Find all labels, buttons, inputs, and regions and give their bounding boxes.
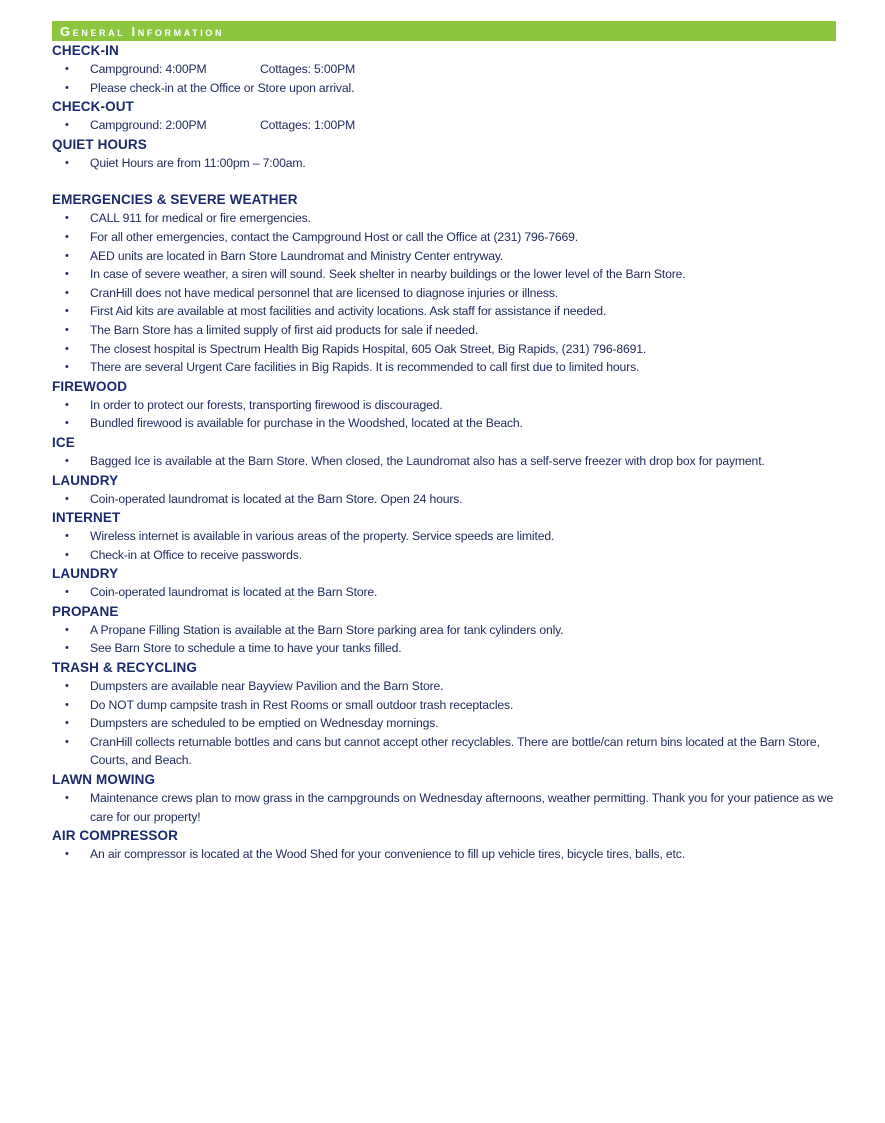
item-text: There are several Urgent Care facilities in Big Rapids. It is recommended to call first due to limited hours. <box>90 360 640 375</box>
item-text: Check-in at Office to receive passwords. <box>90 547 302 562</box>
bullet-icon: • <box>65 81 69 94</box>
list-item <box>52 228 836 247</box>
bullet-icon: • <box>65 323 69 336</box>
bullet-list <box>52 789 836 826</box>
section-heading: QUIET HOURS <box>52 136 147 152</box>
bullet-icon: • <box>65 249 69 262</box>
section-heading: CHECK-IN <box>52 43 119 58</box>
bullet-icon: • <box>65 717 69 730</box>
bullet-list <box>52 490 836 509</box>
list-item <box>52 209 836 228</box>
list-item <box>52 845 836 864</box>
bullet-list <box>52 583 836 602</box>
list-item <box>52 321 836 340</box>
bullet-icon: • <box>65 119 69 132</box>
item-text: Dumpsters are scheduled to be emptied on Wednesday mornings. <box>90 716 439 731</box>
item-text: Bundled firewood is available for purchase in the Woodshed, located at the Beach. <box>90 416 523 431</box>
item-text: Dumpsters are available near Bayview Pavilion and the Barn Store. <box>90 679 444 694</box>
list-item <box>52 396 836 415</box>
list-item <box>52 154 836 173</box>
bullet-icon: • <box>65 286 69 299</box>
item-text: The closest hospital is Spectrum Health Big Rapids Hospital, 605 Oak Street, Big Rapids, (231) 796-8691. <box>90 341 647 356</box>
section-banner: General Information <box>52 21 836 41</box>
item-text: For all other emergencies, contact the Campground Host or call the Office at (231) 796-7669. <box>90 229 578 244</box>
list-item <box>52 621 836 640</box>
info-section <box>52 471 836 509</box>
bullet-list <box>52 677 836 770</box>
section-heading: TRASH & RECYCLING <box>52 660 197 676</box>
list-item <box>52 490 836 509</box>
item-text: In order to protect our forests, transporting firewood is discouraged. <box>90 397 443 412</box>
list-item <box>52 714 836 733</box>
list-item <box>52 79 836 98</box>
bullet-icon: • <box>65 548 69 561</box>
item-text: AED units are located in Barn Store Laundromat and Ministry Center entryway. <box>90 248 504 263</box>
bullet-list <box>52 209 836 376</box>
section-heading: AIR COMPRESSOR <box>52 828 178 844</box>
section-heading: LAUNDRY <box>52 566 119 582</box>
section-heading: LAWN MOWING <box>52 772 156 788</box>
list-item <box>52 414 836 433</box>
list-item <box>52 789 836 826</box>
document-page <box>52 21 836 864</box>
bullet-list <box>52 154 836 173</box>
info-section <box>52 377 836 433</box>
list-item <box>52 60 836 79</box>
item-text: First Aid kits are available at most facilities and activity locations. Ask staff for assistance if needed. <box>90 304 607 319</box>
list-item <box>52 284 836 303</box>
info-section <box>52 658 836 770</box>
item-text: Coin-operated laundromat is located at the Barn Store. <box>90 585 378 600</box>
item-text: CranHill does not have medical personnel that are licensed to diagnose injuries or illness. <box>90 285 559 300</box>
bullet-icon: • <box>65 792 69 805</box>
list-item <box>52 733 836 770</box>
bullet-icon: • <box>65 268 69 281</box>
bullet-icon: • <box>65 642 69 655</box>
list-item <box>52 527 836 546</box>
section-heading: EMERGENCIES & SEVERE WEATHER <box>52 192 298 208</box>
bullet-list <box>52 845 836 864</box>
section-heading: PROPANE <box>52 603 119 619</box>
info-section <box>52 135 836 173</box>
list-item <box>52 546 836 565</box>
list-item <box>52 340 836 359</box>
bullet-icon: • <box>65 530 69 543</box>
bullet-list <box>52 452 836 471</box>
item-text: Coin-operated laundromat is located at the Barn Store. Open 24 hours. <box>90 491 463 506</box>
bullet-icon: • <box>65 623 69 636</box>
bullet-list <box>52 527 836 564</box>
info-section <box>52 41 836 97</box>
bullet-list <box>52 621 836 658</box>
list-item <box>52 358 836 377</box>
bullet-icon: • <box>65 156 69 169</box>
bullet-icon: • <box>65 680 69 693</box>
section-spacer <box>52 172 836 190</box>
list-item <box>52 302 836 321</box>
bullet-icon: • <box>65 586 69 599</box>
list-item <box>52 696 836 715</box>
info-section <box>52 602 836 658</box>
item-text: A Propane Filling Station is available at the Barn Store parking area for tank cylinders only. <box>90 622 564 637</box>
bullet-icon: • <box>65 361 69 374</box>
info-section <box>52 508 836 564</box>
bullet-icon: • <box>65 454 69 467</box>
info-sections <box>52 41 836 864</box>
bullet-icon: • <box>65 342 69 355</box>
info-section <box>52 770 836 826</box>
bullet-icon: • <box>65 230 69 243</box>
item-text-secondary: Cottages: 5:00PM <box>260 62 356 76</box>
bullet-icon: • <box>65 305 69 318</box>
item-text: An air compressor is located at the Wood Shed for your convenience to fill up vehicle tires, bicycle tires, balls, etc. <box>90 847 685 862</box>
list-item <box>52 116 836 135</box>
item-text: Wireless internet is available in various areas of the property. Service speeds are limited. <box>90 529 555 544</box>
bullet-icon: • <box>65 492 69 505</box>
section-heading: CHECK-OUT <box>52 99 134 115</box>
item-text: Maintenance crews plan to mow grass in the campgrounds on Wednesday afternoons, weather permitting. Thank you for your patience as we care for our property! <box>90 791 834 824</box>
bullet-icon: • <box>65 698 69 711</box>
bullet-list <box>52 396 836 433</box>
item-text: Campground: 2:00PM <box>90 118 207 133</box>
item-text: Quiet Hours are from 11:00pm – 7:00am. <box>90 155 306 170</box>
info-section <box>52 97 836 135</box>
info-section <box>52 433 836 471</box>
section-heading: INTERNET <box>52 510 121 526</box>
item-text: In case of severe weather, a siren will sound. Seek shelter in nearby buildings or the lower level of the Barn Store. <box>90 267 686 282</box>
item-text: Bagged Ice is available at the Barn Store. When closed, the Laundromat also has a self-serve freezer with drop box for payment. <box>90 453 765 468</box>
section-heading: FIREWOOD <box>52 378 128 394</box>
item-text: CALL 911 for medical or fire emergencies. <box>90 211 311 226</box>
bullet-icon: • <box>65 848 69 861</box>
info-section <box>52 826 836 864</box>
list-item <box>52 639 836 658</box>
item-text: Please check-in at the Office or Store upon arrival. <box>90 80 355 95</box>
info-section <box>52 564 836 602</box>
section-heading: ICE <box>52 434 75 450</box>
item-text: Campground: 4:00PM <box>90 62 207 76</box>
bullet-icon: • <box>65 417 69 430</box>
item-text: The Barn Store has a limited supply of first aid products for sale if needed. <box>90 322 479 337</box>
bullet-list <box>52 60 836 97</box>
info-section <box>52 190 836 376</box>
bullet-icon: • <box>65 212 69 225</box>
list-item <box>52 247 836 266</box>
bullet-list <box>52 116 836 135</box>
list-item <box>52 583 836 602</box>
item-text-secondary: Cottages: 1:00PM <box>260 118 356 133</box>
bullet-icon: • <box>65 63 69 75</box>
list-item <box>52 265 836 284</box>
list-item <box>52 452 836 471</box>
section-heading: LAUNDRY <box>52 472 119 488</box>
item-text: See Barn Store to schedule a time to have your tanks filled. <box>90 641 402 656</box>
bullet-icon: • <box>65 398 69 411</box>
item-text: Do NOT dump campsite trash in Rest Rooms or small outdoor trash receptacles. <box>90 697 514 712</box>
item-text: CranHill collects returnable bottles and cans but cannot accept other recyclables. There are bottle/can return bins located at the Barn Store, Courts, and Beach. <box>90 734 820 768</box>
bullet-icon: • <box>65 735 69 748</box>
list-item <box>52 677 836 696</box>
